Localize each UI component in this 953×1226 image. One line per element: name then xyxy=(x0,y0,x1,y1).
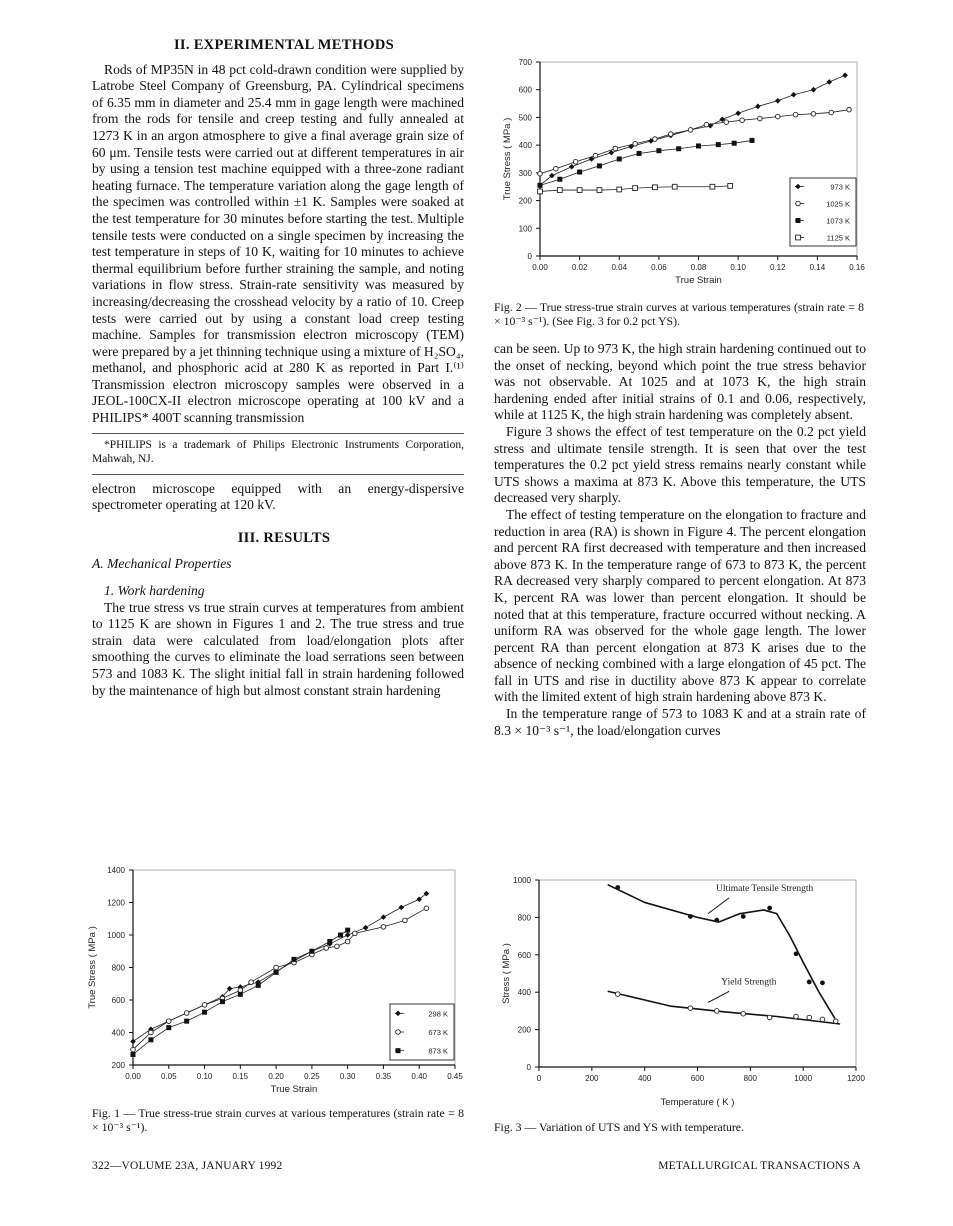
x-tick-label: 0.04 xyxy=(611,263,628,272)
legend-label: 1125 K xyxy=(826,233,850,243)
data-point xyxy=(767,1015,772,1020)
y-tick-label: 100 xyxy=(518,224,532,234)
data-point xyxy=(615,885,620,890)
footnote-philips: *PHILIPS is a trademark of Philips Electronic Instruments Corporation, Mahwah, NJ. xyxy=(92,438,464,465)
x-tick-label: 200 xyxy=(585,1074,599,1083)
x-tick-label: 0.16 xyxy=(849,263,865,272)
figure-2-caption: Fig. 2 — True stress-true strain curves at various temperatures (strain rate = 8 × 10⁻³ s⁻¹). (See Fig. 3 for 0.2 pct YS). xyxy=(494,300,864,328)
data-point xyxy=(714,1009,719,1014)
y-tick-label: 0 xyxy=(526,1063,531,1072)
paragraph-work-hardening: The true stress vs true strain curves at temperatures from ambient to 1125 K are shown in Figures 1 and 2. The true stress and true strain data were calculated from load/elongation plots after smoothing the curves to eliminate the load serrations seen between 573 and 1083 K. The slight initial fall in strain hardening followed by the maintenance of high but almost constant strain hardening xyxy=(92,599,464,698)
figure-1-caption: Fig. 1 — True stress-true strain curves at various temperatures (strain rate = 8 × 10⁻³ s⁻¹). xyxy=(92,1106,464,1134)
y-tick-label: 500 xyxy=(518,113,532,123)
y-tick-label: 200 xyxy=(518,196,532,206)
x-tick-label: 600 xyxy=(690,1074,705,1083)
x-tick-label: 0.25 xyxy=(304,1072,320,1081)
paragraph-continued: electron microscope equipped with an energy-dispersive spectrometer operating at 120 kV. xyxy=(92,480,464,513)
data-point xyxy=(688,914,693,919)
y-tick-label: 400 xyxy=(518,141,532,151)
x-tick-label: 1000 xyxy=(794,1074,813,1083)
data-point xyxy=(794,1014,799,1019)
fit-curve xyxy=(608,991,840,1024)
x-tick-label: 0.20 xyxy=(268,1072,284,1081)
y-tick-label: 700 xyxy=(518,58,532,67)
annotation-arrow-ys xyxy=(708,991,729,1002)
y-tick-label: 600 xyxy=(518,85,532,95)
x-tick-label: 0.12 xyxy=(769,263,786,272)
data-point xyxy=(714,918,719,923)
legend-label: 673 K xyxy=(428,1028,448,1037)
data-point xyxy=(741,1011,746,1016)
legend-label: 1073 K xyxy=(826,216,850,226)
data-point xyxy=(820,1017,825,1022)
y-tick-label: 600 xyxy=(111,996,125,1005)
paragraph-elongation: The effect of testing temperature on the elongation to fracture and reduction in area (RA) is shown in Figure 4. The percent elongation and percent RA first decreased with temperature and then increased above 873 K. In the temperature range of 673 to 873 K, the percent RA decreased very sharply compared to percent elongation. At 873 K, percent RA was lower than percent elongation. It should be noted that at this temperature, fracture occurred without necking. A uniform RA was observed for the whole gage length. The lower percent RA than percent elongation at 873 K arises due to the absence of necking combined with a large elongation of 45 pct. The fall in UTS and rise in ductility above 873 K appear to correlate with the limited extent of high strain hardening above 873 K. xyxy=(494,506,866,705)
data-point xyxy=(833,1019,838,1024)
x-tick-label: 0.35 xyxy=(375,1072,392,1081)
legend-label: 1025 K xyxy=(826,199,850,209)
y-tick-label: 300 xyxy=(518,168,532,178)
y-axis-title: Stress ( MPa ) xyxy=(501,943,512,1004)
x-tick-label: 0.05 xyxy=(160,1072,177,1081)
annotation-ys: Yield Strength xyxy=(721,977,777,988)
x-tick-label: 800 xyxy=(743,1074,758,1083)
series-yield-strength xyxy=(608,991,840,1024)
data-point xyxy=(794,951,799,956)
data-point xyxy=(820,980,825,985)
legend-label: 873 K xyxy=(428,1046,448,1056)
legend-label: 973 K xyxy=(830,182,850,192)
series-ultimate-tensile-strength xyxy=(608,885,835,1019)
annotation-uts: Ultimate Tensile Strength xyxy=(715,884,814,895)
x-tick-label: 0.00 xyxy=(532,263,548,272)
annotation-arrow-uts xyxy=(708,898,729,914)
fit-curve xyxy=(608,885,835,1019)
data-point xyxy=(807,980,812,985)
x-tick-label: 0.10 xyxy=(196,1072,213,1081)
x-axis-title: Temperature ( K ) xyxy=(660,1097,735,1108)
y-tick-label: 200 xyxy=(111,1061,125,1070)
x-tick-label: 0.40 xyxy=(411,1072,428,1081)
paragraph-strain-hardening: can be seen. Up to 973 K, the high strain hardening continued out to the onset of necking, beyond which point the true stress behavior was not observable. At 1025 and at 1073 K, the high strain hardening ended after initial strains of 0.1 and 0.06, respectively, while at 1125 K, the high strain hardening was completely absent. xyxy=(494,341,866,423)
figure-3-caption: Fig. 3 — Variation of UTS and YS with temperature. xyxy=(494,1120,744,1134)
y-tick-label: 200 xyxy=(517,1025,531,1035)
paragraph-load-elongation: In the temperature range of 573 to 1083 K and at a strain rate of 8.3 × 10⁻³ s⁻¹, the load/elongation curves xyxy=(494,706,866,738)
y-tick-label: 800 xyxy=(111,963,125,973)
x-tick-label: 0.06 xyxy=(651,263,667,272)
y-tick-label: 800 xyxy=(517,913,531,923)
subsubsection-heading-work-hardening: 1. Work hardening xyxy=(104,583,205,599)
section-heading-results: III. RESULTS xyxy=(237,529,331,546)
x-axis-title: True Strain xyxy=(270,1084,318,1095)
x-tick-label: 400 xyxy=(637,1074,652,1083)
x-tick-label: 0.08 xyxy=(690,263,707,272)
page-footer-volume: 322—VOLUME 23A, JANUARY 1992 xyxy=(92,1160,283,1172)
data-point xyxy=(688,1006,693,1011)
x-tick-label: 0.45 xyxy=(447,1072,463,1081)
data-point xyxy=(767,906,772,911)
y-axis-title: True Stress ( MPa ) xyxy=(502,117,513,201)
paragraph-fig3-discussion: Figure 3 shows the effect of test temperature on the 0.2 pct yield stress and ultimate tensile strength. It is seen that over the test temperatures the 0.2 pct yield stress remains nearly constant while UTS shows a maxima at 873 K. Above this temperature, the UTS decreased very sharply. xyxy=(494,423,866,506)
y-axis-title: True Stress ( MPa ) xyxy=(87,926,98,1009)
subsection-heading-mechanical-properties: A. Mechanical Properties xyxy=(92,556,232,572)
y-tick-label: 1000 xyxy=(513,876,531,885)
x-tick-label: 1200 xyxy=(847,1074,865,1083)
x-tick-label: 0.00 xyxy=(125,1072,141,1081)
x-tick-label: 0.15 xyxy=(232,1072,249,1081)
x-tick-label: 0.10 xyxy=(730,263,746,272)
y-tick-label: 600 xyxy=(517,950,531,960)
y-tick-label: 1400 xyxy=(107,866,125,875)
data-point xyxy=(615,992,620,997)
data-point xyxy=(807,1015,812,1020)
legend-label: 298 K xyxy=(428,1009,448,1019)
paragraph-experimental-methods: Rods of MP35N in 48 pct cold-drawn condition were supplied by Latrobe Steel Company of Greensburg, PA. Cylindrical specimens of 6.35 mm in diameter and 25.4 mm in gage length were machined from the rods for tensile and creep testing and fully annealed at 1273 K in an argon atmosphere to give a final average grain size of 60 μm. Tensile tests were carried out at different temperatures in air by using a tension test machine equipped with a three-zone radiant heating furnace. The temperature variation along the gage length of the specimen was controlled within ±1 K. Samples were soaked at the test temperature for 30 minutes before starting the test. Multiple tensile tests were conducted on a single specimen by increasing the test temperature in steps of 10 K, waiting for 10 minutes to achieve thermal equilibrium before further straining the sample, and noting variations in flow stress. Strain-rate sensitivity was measured by increasing/decreasing the crosshead velocity by a ratio of 10. Creep tests were carried out by using a constant load creep testing machine. Samples for transmission electron microscopy (TEM) were prepared by a jet thinning technique using a mixture of H₂SO₄, methanol, and phosphoric acid at 280 K as reported in Part I.⁽¹⁾ Transmission electron microscopy samples were observed in a JEOL-100CX-II electron microscope operating at 100 kV and a PHILIPS* 400T scanning transmission xyxy=(92,61,464,426)
y-tick-label: 400 xyxy=(111,1028,125,1038)
page-footer-journal: METALLURGICAL TRANSACTIONS A xyxy=(658,1160,861,1172)
y-tick-label: 400 xyxy=(517,988,531,998)
y-tick-label: 1000 xyxy=(107,931,125,940)
x-tick-label: 0 xyxy=(536,1074,542,1083)
y-tick-label: 0 xyxy=(527,252,532,261)
data-point xyxy=(741,914,746,919)
x-tick-label: 0.30 xyxy=(339,1072,356,1081)
x-axis-title: True Strain xyxy=(675,275,722,286)
section-heading-experimental-methods: II. EXPERIMENTAL METHODS xyxy=(173,37,395,53)
y-tick-label: 1200 xyxy=(107,898,125,908)
x-tick-label: 0.02 xyxy=(571,263,588,272)
x-tick-label: 0.14 xyxy=(809,263,826,272)
